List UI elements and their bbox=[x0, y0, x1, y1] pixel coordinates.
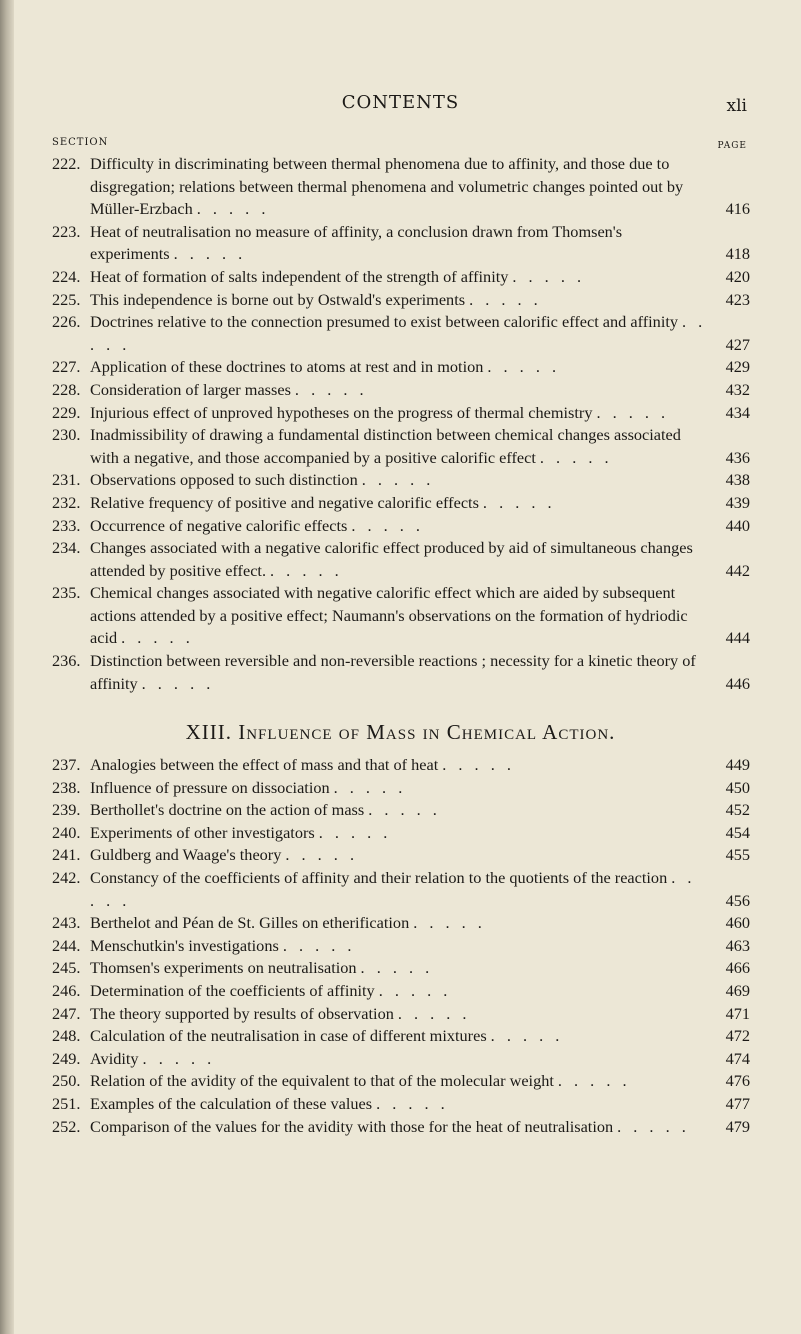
page-number: 444 bbox=[725, 628, 750, 648]
entry-body bbox=[90, 980, 750, 1003]
dot-leader: . . . . . bbox=[487, 357, 561, 377]
entry-title: Distinction between reversible and non-reversible reactions ; necessity for a kinetic theory of affinity bbox=[90, 651, 696, 693]
entry-title: Relation of the avidity of the equivalent to that of the molecular weight bbox=[90, 1071, 554, 1091]
contents-entry bbox=[52, 777, 750, 800]
section-number: 235. bbox=[52, 583, 81, 603]
entry-body bbox=[90, 379, 750, 402]
contents-entry bbox=[52, 957, 750, 980]
contents-entry bbox=[52, 537, 750, 582]
entry-body bbox=[90, 935, 750, 958]
entry-title: Chemical changes associated with negative calorific effect which are aided by subsequent actions attended by a positive effect; Naumann's observations on the formation of hydriodic acid bbox=[90, 583, 688, 648]
page-number: 474 bbox=[725, 1048, 750, 1068]
page-number: 436 bbox=[725, 447, 750, 467]
entry-body bbox=[90, 1003, 750, 1026]
entry-title: Doctrines relative to the connection presumed to exist between calorific effect and affinity bbox=[90, 312, 679, 332]
page-number: 442 bbox=[725, 560, 750, 580]
dot-leader: . . . . . bbox=[442, 755, 515, 774]
page-number: 479 bbox=[725, 1116, 750, 1136]
entry-body bbox=[90, 912, 750, 935]
dot-leader: . . . . . bbox=[512, 266, 586, 286]
contents-entry bbox=[52, 1048, 750, 1071]
entry-title: Constancy of the coefficients of affinity and their relation to the quotients of the reaction bbox=[90, 867, 668, 887]
page-number: 420 bbox=[725, 266, 750, 286]
entry-body bbox=[90, 777, 750, 800]
section-number: 237. bbox=[52, 755, 81, 774]
entry-title: Relative frequency of positive and negative calorific effects bbox=[90, 492, 479, 512]
dot-leader: . . . . . bbox=[490, 1026, 564, 1046]
page-number: 423 bbox=[725, 289, 750, 309]
section-number: 225. bbox=[52, 289, 81, 309]
contents-entry bbox=[52, 1003, 750, 1026]
entry-body bbox=[90, 799, 750, 822]
contents-list-part-1 bbox=[52, 153, 750, 695]
section-number: 238. bbox=[52, 777, 81, 797]
entry-body bbox=[90, 515, 750, 538]
entry-title: Observations opposed to such distinction bbox=[90, 470, 358, 490]
entry-title: Occurrence of negative calorific effects bbox=[90, 515, 348, 535]
section-number: 230. bbox=[52, 425, 81, 445]
dot-leader: . . . . . bbox=[285, 845, 359, 865]
entry-body bbox=[90, 266, 750, 289]
contents-entry bbox=[52, 311, 750, 356]
entry-body bbox=[90, 356, 750, 379]
dot-leader: . . . . . bbox=[333, 777, 407, 797]
page-number: 446 bbox=[725, 673, 750, 693]
entry-body bbox=[90, 424, 750, 469]
page-number: 463 bbox=[725, 935, 750, 955]
dot-leader: . . . . . bbox=[378, 980, 452, 1000]
contents-entry bbox=[52, 935, 750, 958]
contents-entry bbox=[52, 1093, 750, 1116]
entry-body bbox=[90, 1070, 750, 1093]
entry-title: Calculation of the neutralisation in case of different mixtures bbox=[90, 1026, 487, 1046]
section-number: 233. bbox=[52, 515, 81, 535]
entry-title: Inadmissibility of drawing a fundamental distinction between chemical changes associated with a negative, and those accompanied by a positive calorific effect bbox=[90, 425, 681, 467]
section-number: 250. bbox=[52, 1071, 81, 1091]
section-column-label: SECTION bbox=[52, 137, 109, 148]
entry-body bbox=[90, 402, 750, 425]
entry-body bbox=[90, 822, 750, 845]
page-number: 429 bbox=[725, 357, 750, 377]
section-number: 222. bbox=[52, 154, 81, 173]
dot-leader: . . . . . bbox=[596, 402, 670, 422]
page-folio: xli bbox=[726, 96, 747, 116]
contents-entry bbox=[52, 844, 750, 867]
dot-leader: . . . . . bbox=[270, 560, 343, 580]
entry-body bbox=[90, 221, 750, 266]
section-number: 228. bbox=[52, 379, 81, 399]
section-number: 246. bbox=[52, 980, 81, 1000]
entry-body bbox=[90, 311, 750, 356]
contents-entry bbox=[52, 754, 750, 777]
contents-entry bbox=[52, 1116, 750, 1139]
entry-title: Consideration of larger masses bbox=[90, 379, 291, 399]
section-number: 248. bbox=[52, 1026, 81, 1046]
section-number: 251. bbox=[52, 1093, 81, 1113]
contents-entry bbox=[52, 1025, 750, 1048]
contents-entry bbox=[52, 492, 750, 515]
entry-title: Influence of pressure on dissociation bbox=[90, 777, 330, 797]
entry-title: Determination of the coefficients of affinity bbox=[90, 980, 375, 1000]
contents-entry bbox=[52, 221, 750, 266]
section-number: 245. bbox=[52, 958, 81, 978]
section-number: 234. bbox=[52, 538, 81, 558]
chapter-title: Influence of Mass in Chemical Action. bbox=[238, 720, 616, 744]
page-number: 477 bbox=[725, 1093, 750, 1113]
dot-leader: . . . . . bbox=[617, 1116, 690, 1136]
page-number: 456 bbox=[725, 890, 750, 910]
entry-title: Changes associated with a negative calorific effect produced by aid of simultaneous changes attended by positive effect. bbox=[90, 538, 693, 580]
entry-title: Avidity bbox=[90, 1048, 139, 1068]
page-number: 460 bbox=[725, 913, 750, 933]
entry-body bbox=[90, 1048, 750, 1071]
dot-leader: . . . . . bbox=[413, 913, 486, 933]
entry-body bbox=[90, 650, 750, 695]
entry-title: This independence is borne out by Ostwald's experiments bbox=[90, 289, 466, 309]
entry-title: Heat of neutralisation no measure of affinity, a conclusion drawn from Thomsen's experiments bbox=[90, 221, 623, 264]
page-number: 434 bbox=[725, 402, 750, 422]
contents-entry bbox=[52, 153, 750, 221]
chapter-heading bbox=[0, 720, 801, 745]
entry-title: Analogies between the effect of mass and that of heat bbox=[90, 755, 439, 774]
page-number: 440 bbox=[725, 515, 750, 535]
dot-leader: . . . . . bbox=[282, 935, 356, 955]
entry-title: Thomsen's experiments on neutralisation bbox=[90, 958, 357, 978]
dot-leader: . . . . . bbox=[469, 289, 542, 309]
dot-leader: . . . . . bbox=[90, 312, 707, 354]
chapter-numeral: XIII. bbox=[185, 720, 232, 744]
dot-leader: . . . . . bbox=[121, 628, 194, 648]
section-number: 226. bbox=[52, 312, 81, 332]
page-number: 438 bbox=[725, 470, 750, 490]
page-number: 427 bbox=[725, 334, 750, 354]
page-number: 469 bbox=[725, 980, 750, 1000]
contents-entry bbox=[52, 356, 750, 379]
section-number: 241. bbox=[52, 845, 81, 865]
running-title: CONTENTS bbox=[341, 92, 460, 113]
section-number: 227. bbox=[52, 357, 81, 377]
entry-body bbox=[90, 1093, 750, 1116]
entry-body bbox=[90, 492, 750, 515]
dot-leader: . . . . . bbox=[360, 958, 434, 978]
page-number: 439 bbox=[725, 492, 750, 512]
dot-leader: . . . . . bbox=[539, 447, 613, 467]
page-number: 476 bbox=[725, 1071, 750, 1091]
entry-body bbox=[90, 289, 750, 312]
entry-title: Application of these doctrines to atoms at rest and in motion bbox=[90, 357, 484, 377]
dot-leader: . . . . . bbox=[90, 867, 696, 910]
contents-entry bbox=[52, 289, 750, 312]
page-number: 472 bbox=[725, 1026, 750, 1046]
page-number: 466 bbox=[725, 958, 750, 978]
contents-entry bbox=[52, 1070, 750, 1093]
page-number: 450 bbox=[725, 777, 750, 797]
page-number: 454 bbox=[725, 822, 750, 842]
dot-leader: . . . . . bbox=[368, 800, 441, 820]
page-number: 449 bbox=[725, 755, 750, 774]
entry-title: Experiments of other investigators bbox=[90, 822, 315, 842]
contents-entry bbox=[52, 469, 750, 492]
dot-leader: . . . . . bbox=[482, 492, 556, 512]
entry-title: Examples of the calculation of these values bbox=[90, 1093, 373, 1113]
section-number: 252. bbox=[52, 1116, 81, 1136]
dot-leader: . . . . . bbox=[376, 1093, 449, 1113]
entry-title: Berthollet's doctrine on the action of mass bbox=[90, 800, 365, 820]
section-number: 224. bbox=[52, 266, 81, 286]
section-number: 229. bbox=[52, 402, 81, 422]
dot-leader: . . . . . bbox=[294, 379, 368, 399]
entry-title: Menschutkin's investigations bbox=[90, 935, 279, 955]
contents-entry bbox=[52, 980, 750, 1003]
section-number: 239. bbox=[52, 800, 81, 820]
section-number: 247. bbox=[52, 1003, 81, 1023]
section-number: 232. bbox=[52, 492, 81, 512]
entry-body bbox=[90, 582, 750, 650]
entry-body bbox=[90, 537, 750, 582]
dot-leader: . . . . . bbox=[557, 1071, 631, 1091]
section-number: 243. bbox=[52, 913, 81, 933]
page-number: 416 bbox=[725, 199, 750, 219]
page-number: 455 bbox=[725, 845, 750, 865]
contents-entry bbox=[52, 515, 750, 538]
entry-body bbox=[90, 844, 750, 867]
page-number: 452 bbox=[725, 800, 750, 820]
entry-title: Heat of formation of salts independent of the strength of affinity bbox=[90, 266, 509, 286]
entry-body bbox=[90, 867, 750, 912]
entry-body bbox=[90, 469, 750, 492]
entry-title: Comparison of the values for the avidity with those for the heat of neutralisation bbox=[90, 1116, 614, 1136]
entry-title: Injurious effect of unproved hypotheses on the progress of thermal chemistry bbox=[90, 402, 593, 422]
entry-title: Guldberg and Waage's theory bbox=[90, 845, 282, 865]
entry-body bbox=[90, 1116, 750, 1139]
dot-leader: . . . . . bbox=[142, 1048, 216, 1068]
contents-entry bbox=[52, 582, 750, 650]
dot-leader: . . . . . bbox=[351, 515, 424, 535]
dot-leader: . . . . . bbox=[196, 199, 270, 219]
contents-entry bbox=[52, 650, 750, 695]
page-number: 418 bbox=[725, 244, 750, 264]
contents-list-part-2 bbox=[52, 754, 750, 1138]
dot-leader: . . . . . bbox=[397, 1003, 471, 1023]
page-number: 471 bbox=[725, 1003, 750, 1023]
page-column-label: PAGE bbox=[717, 141, 747, 151]
entry-body bbox=[90, 153, 750, 221]
contents-entry bbox=[52, 424, 750, 469]
dot-leader: . . . . . bbox=[173, 244, 247, 264]
section-number: 242. bbox=[52, 867, 81, 887]
contents-entry bbox=[52, 379, 750, 402]
contents-entry bbox=[52, 266, 750, 289]
entry-title: Berthelot and Péan de St. Gilles on etherification bbox=[90, 913, 410, 933]
section-number: 236. bbox=[52, 651, 81, 671]
entry-body bbox=[90, 1025, 750, 1048]
entry-body bbox=[90, 957, 750, 980]
entry-title: The theory supported by results of observation bbox=[90, 1003, 394, 1023]
contents-entry bbox=[52, 799, 750, 822]
section-number: 231. bbox=[52, 470, 81, 490]
section-number: 244. bbox=[52, 935, 81, 955]
contents-entry bbox=[52, 822, 750, 845]
page-number: 432 bbox=[725, 379, 750, 399]
contents-entry bbox=[52, 402, 750, 425]
section-number: 223. bbox=[52, 221, 81, 241]
dot-leader: . . . . . bbox=[361, 470, 435, 490]
section-number: 249. bbox=[52, 1048, 81, 1068]
dot-leader: . . . . . bbox=[141, 673, 215, 693]
section-number: 240. bbox=[52, 822, 81, 842]
dot-leader: . . . . . bbox=[318, 822, 392, 842]
entry-body bbox=[90, 754, 750, 777]
contents-entry bbox=[52, 912, 750, 935]
contents-entry bbox=[52, 867, 750, 912]
entry-title: Difficulty in discriminating between thermal phenomena due to affinity, and those due to disgregation; relations between thermal phenomena and volumetric changes pointed out by Müller-Erzbach bbox=[90, 154, 684, 219]
